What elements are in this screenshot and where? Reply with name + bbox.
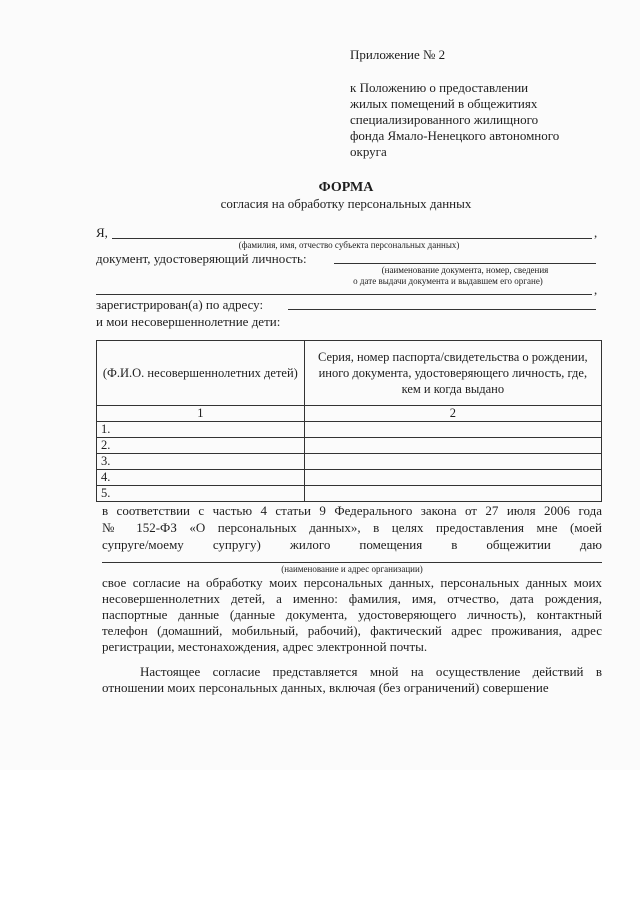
table-cell[interactable]: [304, 454, 601, 470]
table-cell[interactable]: [304, 438, 601, 454]
form-title: ФОРМА: [318, 180, 374, 195]
row-number: 5.: [97, 486, 305, 502]
org-line[interactable]: [102, 562, 602, 563]
ya-label: Я,: [96, 225, 108, 240]
appendix-number: Приложение № 2: [350, 47, 446, 62]
row-number: 4.: [97, 470, 305, 486]
col-number: 1: [97, 406, 305, 422]
org-caption: (наименование и адрес организации): [281, 564, 423, 574]
appendix-line: специализированного жилищного: [350, 112, 539, 127]
table-row: [97, 438, 602, 454]
appendix-line: фонда Ямало-Ненецкого автономного: [350, 128, 560, 143]
table-header: Серия, номер паспорта/свидетельства о рождении, иного документа, удостоверяющего личность, где, кем и когда выдано: [304, 341, 601, 406]
appendix-line: к Положению о предоставлении: [350, 80, 529, 95]
comma: ,: [594, 225, 598, 240]
table-row: [97, 422, 602, 438]
second-paragraph: Настоящее согласие представляется мной на осуществление действий в отношении моих персональных данных, включая (без ограничений) совершение: [102, 664, 602, 695]
comma: ,: [594, 282, 598, 297]
table-cell[interactable]: [304, 470, 601, 486]
appendix-line: округа: [350, 144, 387, 159]
form-subtitle: согласия на обработку персональных данных: [220, 196, 472, 211]
address-line[interactable]: [288, 309, 596, 310]
address-label: зарегистрирован(а) по адресу:: [96, 297, 264, 312]
body-line: супруге/моему супругу) жилого помещения в общежитии даю: [102, 537, 602, 552]
body-line: в соответствии с частью 4 статьи 9 Федерального закона от 27 июля 2006 года: [102, 503, 602, 518]
table-row: [97, 470, 602, 486]
col-number: 2: [304, 406, 601, 422]
table-row: [97, 454, 602, 470]
table-row: [97, 486, 602, 502]
table-cell[interactable]: [304, 486, 601, 502]
consent-paragraph: свое согласие на обработку моих персональных данных, персональных данных моих несовершеннолетних детей, а именно: фамилия, имя, отчество, дата рождения, паспортные данные (данные документа, удостоверяющего личность), контактный телефон (домашний, мобильный, рабочий), фактический адрес проживания, адрес регистрации, местонахождения, адрес электронной почты.: [102, 575, 602, 654]
children-label: и мои несовершеннолетние дети:: [96, 314, 281, 329]
doc-line-2[interactable]: [96, 294, 592, 295]
row-number: 1.: [97, 422, 305, 438]
doc-line[interactable]: [334, 263, 596, 264]
table-header: (Ф.И.О. несовершеннолетних детей): [97, 341, 305, 406]
children-table: [96, 340, 602, 502]
row-number: 2.: [97, 438, 305, 454]
table-cell[interactable]: [304, 422, 601, 438]
fio-caption: (фамилия, имя, отчество субъекта персональных данных): [238, 240, 460, 250]
body-line: № 152-ФЗ «О персональных данных», в целях предоставления мне (моей: [102, 520, 602, 535]
doc-label: документ, удостоверяющий личность:: [96, 251, 307, 266]
doc-caption: о дате выдачи документа и выдавшем его органе): [353, 276, 543, 286]
row-number: 3.: [97, 454, 305, 470]
doc-caption: (наименование документа, номер, сведения: [381, 265, 549, 275]
fio-line[interactable]: [112, 238, 592, 239]
appendix-line: жилых помещений в общежитиях: [350, 96, 538, 111]
